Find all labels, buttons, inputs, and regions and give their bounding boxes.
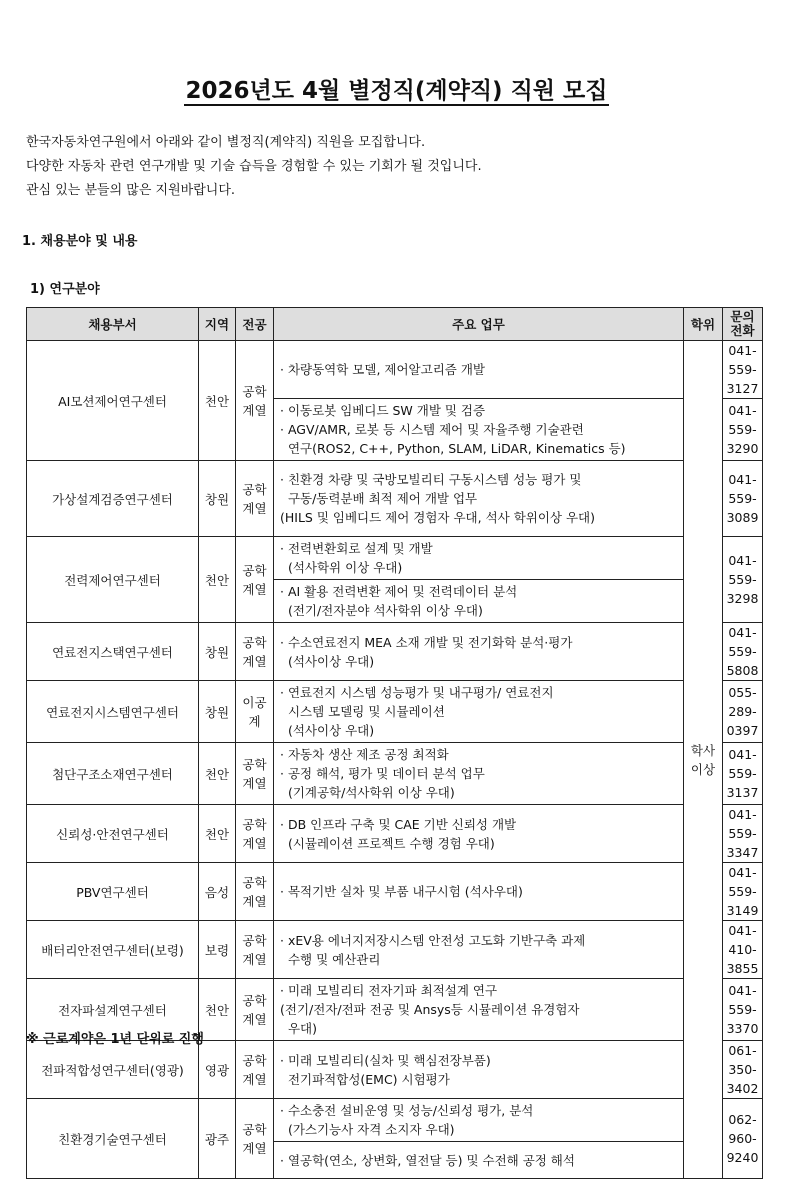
region-cell: 보령 xyxy=(199,921,236,979)
duty-cell xyxy=(274,1099,684,1142)
major-cell: 공학 계열 xyxy=(236,1099,274,1179)
major-cell: 공학 계열 xyxy=(236,341,274,461)
table-header-row xyxy=(27,308,763,341)
duty-cell xyxy=(274,623,684,681)
recruitment-table xyxy=(26,307,763,1179)
duty-cell xyxy=(274,341,684,399)
header-duties: 주요 업무 xyxy=(274,308,684,341)
duty-cell xyxy=(274,743,684,805)
duty-line: (시뮬레이션 프로젝트 수행 경험 우대) xyxy=(280,835,495,851)
duty-line: 연구(ROS2, C++, Python, SLAM, LiDAR, Kinematics 등) xyxy=(280,441,626,456)
region-cell: 음성 xyxy=(199,863,236,921)
dept-cell: 전력제어연구센터 xyxy=(27,537,199,623)
dept-cell: 첨단구조소재연구센터 xyxy=(27,743,199,805)
subsection-heading: 1) 연구분야 xyxy=(30,282,100,297)
duty-line: 시스템 모델링 및 시뮬레이션 xyxy=(280,704,445,719)
duty-line: · 전력변환회로 설계 및 개발 xyxy=(280,541,433,556)
duty-cell xyxy=(274,1041,684,1099)
duty-cell xyxy=(274,537,684,580)
dept-cell: 전파적합성연구센터(영광) xyxy=(27,1041,199,1099)
region-cell: 천안 xyxy=(199,979,236,1041)
duty-line: · 미래 모빌리티 전자기파 최적설계 연구 xyxy=(280,983,498,998)
duty-cell xyxy=(274,863,684,921)
table-row xyxy=(27,341,763,399)
phone-cell: 041-559- 3370 xyxy=(723,979,763,1041)
dept-cell: 배터리안전연구센터(보령) xyxy=(27,921,199,979)
major-cell: 공학 계열 xyxy=(236,537,274,623)
major-cell: 공학 계열 xyxy=(236,979,274,1041)
region-cell: 창원 xyxy=(199,461,236,537)
header-contact: 문의 전화 xyxy=(723,308,763,341)
duty-line: 수행 및 예산관리 xyxy=(280,951,381,967)
degree-cell: 학사 이상 xyxy=(684,341,723,1179)
duty-line: (HILS 및 임베디드 제어 경험자 우대, 석사 학위이상 우대) xyxy=(280,510,595,525)
dept-cell: 연료전지시스템연구센터 xyxy=(27,681,199,743)
dept-cell: 신뢰성·안전연구센터 xyxy=(27,805,199,863)
duty-line: (석사이상 우대) xyxy=(280,653,375,669)
duty-line: (전기/전자/전파 전공 및 Ansys등 시뮬레이션 유경험자 xyxy=(280,1002,580,1017)
duty-line: · 열공학(연소, 상변화, 열전달 등) 및 수전해 공정 해석 xyxy=(280,1152,575,1168)
duty-line: · 수소연료전지 MEA 소재 개발 및 전기화학 분석·평가 xyxy=(280,634,573,650)
header-region: 지역 xyxy=(199,308,236,341)
duty-line: · 친환경 차량 및 국방모빌리티 구동시스템 성능 평가 및 xyxy=(280,472,582,487)
duty-line: (석사이상 우대) xyxy=(280,723,375,738)
phone-cell: 041-559- 3127 xyxy=(723,341,763,399)
duty-line: 구동/동력분배 최적 제어 개발 업무 xyxy=(280,491,478,506)
duty-line: 우대) xyxy=(280,1021,317,1036)
duty-cell xyxy=(274,1142,684,1179)
table-row xyxy=(27,1099,763,1142)
region-cell: 천안 xyxy=(199,805,236,863)
duty-line: 전기파적합성(EMC) 시험평가 xyxy=(280,1071,450,1087)
intro-line: 관심 있는 분들의 많은 지원바랍니다. xyxy=(26,183,236,198)
header-dept: 채용부서 xyxy=(27,308,199,341)
duty-line: (전기/전자분야 석사학위 이상 우대) xyxy=(280,603,483,618)
dept-cell: 연료전지스택연구센터 xyxy=(27,623,199,681)
table-row xyxy=(27,681,763,743)
region-cell: 영광 xyxy=(199,1041,236,1099)
header-degree: 학위 xyxy=(684,308,723,341)
phone-cell: 041-559- 5808 xyxy=(723,623,763,681)
region-cell: 광주 xyxy=(199,1099,236,1179)
table-row xyxy=(27,743,763,805)
duty-cell xyxy=(274,979,684,1041)
duty-cell xyxy=(274,681,684,743)
dept-cell: AI모션제어연구센터 xyxy=(27,341,199,461)
region-cell: 창원 xyxy=(199,623,236,681)
table-row xyxy=(27,805,763,863)
table-row xyxy=(27,1041,763,1099)
intro-line: 다양한 자동차 관련 연구개발 및 기술 습득을 경험할 수 있는 기회가 될 것입니다. xyxy=(26,159,482,174)
dept-cell: 가상설계검증연구센터 xyxy=(27,461,199,537)
duty-line: · AI 활용 전력변환 제어 및 전력데이터 분석 xyxy=(280,584,518,599)
major-cell: 공학 계열 xyxy=(236,743,274,805)
region-cell: 천안 xyxy=(199,743,236,805)
major-cell: 공학 계열 xyxy=(236,461,274,537)
intro-text xyxy=(26,131,482,203)
duty-line: (석사학위 이상 우대) xyxy=(280,560,403,575)
footnote: ※ 근로계약은 1년 단위로 진행 xyxy=(26,1032,204,1047)
major-cell: 공학 계열 xyxy=(236,623,274,681)
duty-line: · AGV/AMR, 로봇 등 시스템 제어 및 자율주행 기술관련 xyxy=(280,422,584,437)
duty-line: · 수소충전 설비운영 및 성능/신뢰성 평가, 분석 xyxy=(280,1103,534,1118)
section-heading: 1. 채용분야 및 내용 xyxy=(22,234,138,249)
region-cell: 천안 xyxy=(199,537,236,623)
duty-cell xyxy=(274,921,684,979)
phone-cell: 055-289- 0397 xyxy=(723,681,763,743)
major-cell: 공학 계열 xyxy=(236,1041,274,1099)
duty-line: · xEV용 에너지저장시스템 안전성 고도화 기반구축 과제 xyxy=(280,932,586,948)
intro-line: 한국자동차연구원에서 아래와 같이 별정직(계약직) 직원을 모집합니다. xyxy=(26,135,426,150)
table-row xyxy=(27,461,763,537)
dept-cell: 친환경기술연구센터 xyxy=(27,1099,199,1179)
duty-cell xyxy=(274,805,684,863)
duty-cell xyxy=(274,461,684,537)
phone-cell: 061-350- 3402 xyxy=(723,1041,763,1099)
dept-cell: 전자파설계연구센터 xyxy=(27,979,199,1041)
phone-cell: 041-559- 3137 xyxy=(723,743,763,805)
table-row xyxy=(27,921,763,979)
major-cell: 공학 계열 xyxy=(236,863,274,921)
phone-cell: 041-559- 3089 xyxy=(723,461,763,537)
duty-line: · 이동로봇 임베디드 SW 개발 및 검증 xyxy=(280,403,486,418)
region-cell: 창원 xyxy=(199,681,236,743)
dept-cell: PBV연구센터 xyxy=(27,863,199,921)
phone-cell: 041-559- 3347 xyxy=(723,805,763,863)
phone-cell: 041-559- 3290 xyxy=(723,399,763,461)
duty-line: · 공정 해석, 평가 및 데이터 분석 업무 xyxy=(280,766,485,781)
duty-cell xyxy=(274,580,684,623)
phone-cell: 041-410- 3855 xyxy=(723,921,763,979)
phone-cell: 041-559- 3298 xyxy=(723,537,763,623)
phone-cell: 062-960- 9240 xyxy=(723,1099,763,1179)
major-cell: 이공 계 xyxy=(236,681,274,743)
duty-line: (기계공학/석사학위 이상 우대) xyxy=(280,785,455,800)
table-row xyxy=(27,863,763,921)
duty-line: · 목적기반 실차 및 부품 내구시험 (석사우대) xyxy=(280,884,523,899)
major-cell: 공학 계열 xyxy=(236,805,274,863)
major-cell: 공학 계열 xyxy=(236,921,274,979)
duty-line: (가스기능사 자격 소지자 우대) xyxy=(280,1122,455,1137)
duty-line: · DB 인프라 구축 및 CAE 기반 신뢰성 개발 xyxy=(280,816,517,832)
page-title: 2026년도 4월 별정직(계약직) 직원 모집 xyxy=(185,78,608,104)
header-major: 전공 xyxy=(236,308,274,341)
region-cell: 천안 xyxy=(199,341,236,461)
duty-line: · 연료전지 시스템 성능평가 및 내구평가/ 연료전지 xyxy=(280,685,554,700)
duty-cell xyxy=(274,399,684,461)
duty-line: · 미래 모빌리티(실차 및 핵심전장부품) xyxy=(280,1052,491,1068)
duty-line: · 자동차 생산 제조 공정 최적화 xyxy=(280,747,449,762)
table-row xyxy=(27,623,763,681)
duty-line: · 차량동역학 모델, 제어알고리즘 개발 xyxy=(280,362,485,377)
phone-cell: 041-559- 3149 xyxy=(723,863,763,921)
table-row xyxy=(27,537,763,580)
